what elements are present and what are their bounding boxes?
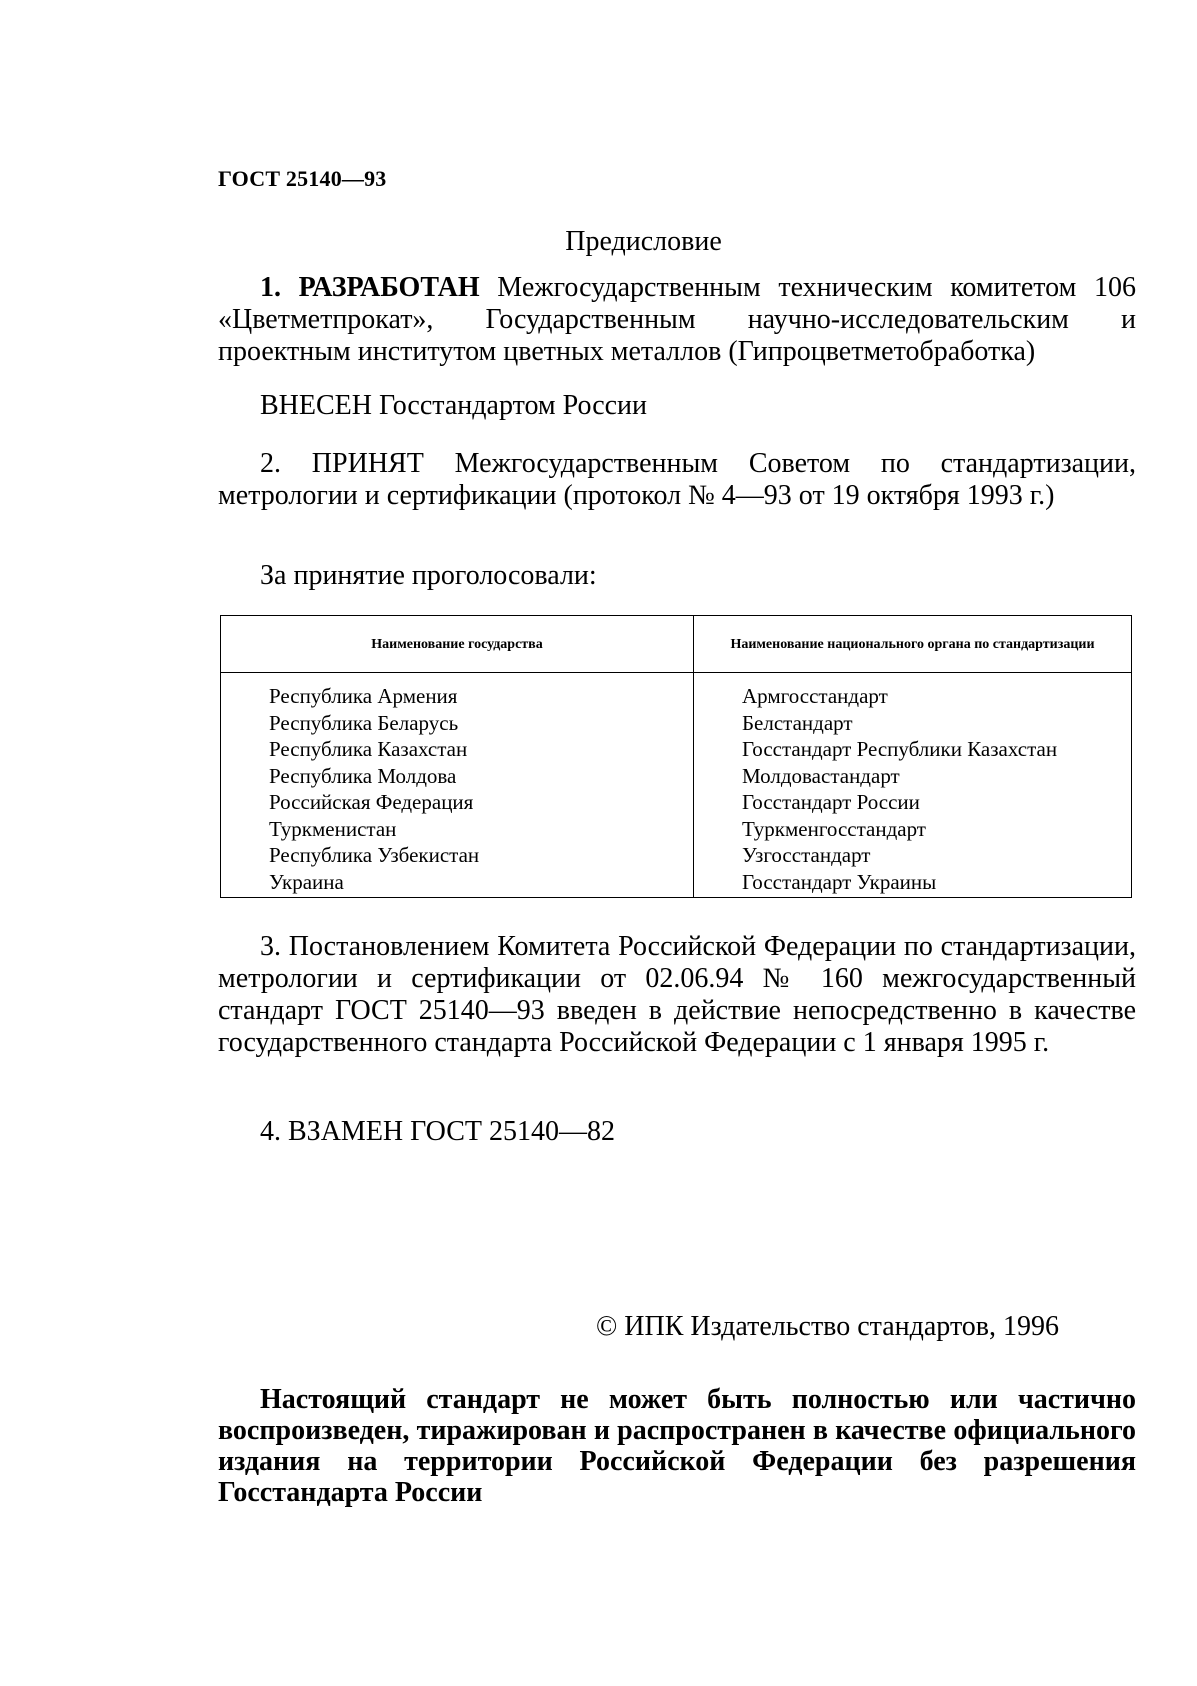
- item-1-text: Межгосударственным техническим комитетом 106 «Цветметпрокат», Государственным научно-исследовательским и проектным институтом цветных металлов (Гипроцветметобработка): [218, 272, 1136, 367]
- state-cell: Республика Узбекистан: [221, 842, 694, 869]
- item-1-paragraph: [218, 272, 1136, 368]
- org-cell: Туркменгосстандарт: [694, 816, 1132, 843]
- org-cell: Молдовастандарт: [694, 763, 1132, 790]
- table-header-row: [221, 616, 1132, 673]
- header-org: Наименование национального органа по стандартизации: [694, 616, 1132, 673]
- state-cell: Туркменистан: [221, 816, 694, 843]
- introduced-line: ВНЕСЕН Госстандартом России: [260, 390, 648, 421]
- org-cell: Госстандарт России: [694, 789, 1132, 816]
- votes-table: [220, 615, 1132, 898]
- table-row: [221, 673, 1132, 710]
- table-row: [221, 842, 1132, 869]
- state-cell: Республика Молдова: [221, 763, 694, 790]
- table-row: [221, 736, 1132, 763]
- item-1-lead: 1. РАЗРАБОТАН: [260, 272, 480, 303]
- table-row: [221, 763, 1132, 790]
- org-cell: Армгосстандарт: [694, 673, 1132, 710]
- item-2-paragraph: [218, 448, 1136, 512]
- state-cell: Республика Армения: [221, 673, 694, 710]
- item-4-line: 4. ВЗАМЕН ГОСТ 25140—82: [260, 1116, 615, 1147]
- table-row: [221, 789, 1132, 816]
- header-state: Наименование государства: [221, 616, 694, 673]
- org-cell: Узгосстандарт: [694, 842, 1132, 869]
- preface-title: Предисловие: [565, 226, 722, 257]
- org-cell: Госстандарт Республики Казахстан: [694, 736, 1132, 763]
- state-cell: Российская Федерация: [221, 789, 694, 816]
- table-row: [221, 710, 1132, 737]
- state-cell: Украина: [221, 869, 694, 898]
- item-2-lead: 2. ПРИНЯТ: [260, 448, 424, 479]
- table-row: [221, 816, 1132, 843]
- table-row: [221, 869, 1132, 898]
- document-code: ГОСТ 25140—93: [218, 166, 387, 191]
- copyright-line: © ИПК Издательство стандартов, 1996: [596, 1311, 1060, 1342]
- item-2-text: Межгосударственным Советом по стандартизации, метрологии и сертификации (протокол № 4—93 от 19 октября 1993 г.): [218, 448, 1137, 511]
- state-cell: Республика Казахстан: [221, 736, 694, 763]
- item-3-paragraph: 3. Постановлением Комитета Российской Федерации по стандартизации, метрологии и сертификации от 02.06.94 № 160 межгосударственный стандарт ГОСТ 25140—93 введен в действие непосредственно в качестве государственного стандарта Российской Федерации с 1 января 1995 г.: [218, 931, 1136, 1058]
- voted-label: За принятие проголосовали:: [260, 560, 597, 591]
- org-cell: Госстандарт Украины: [694, 869, 1132, 898]
- reproduction-notice: Настоящий стандарт не может быть полностью или частично воспроизведен, тиражирован и распространен в качестве официального издания на территории Российской Федерации без разрешения Госстандарта России: [218, 1384, 1136, 1508]
- org-cell: Белстандарт: [694, 710, 1132, 737]
- state-cell: Республика Беларусь: [221, 710, 694, 737]
